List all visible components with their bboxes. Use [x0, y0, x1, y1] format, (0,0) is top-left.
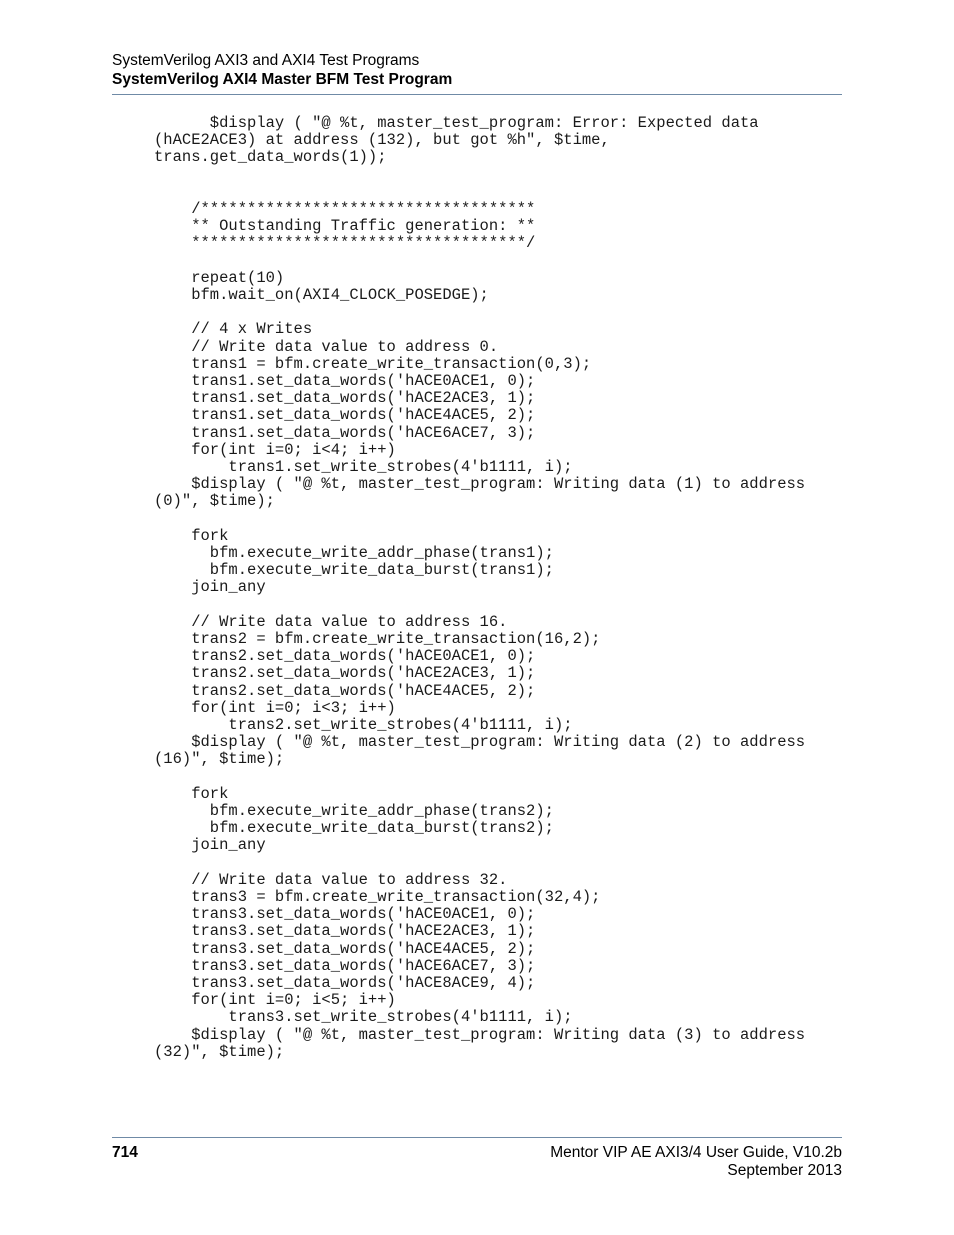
code-line [154, 855, 805, 872]
code-line: trans3 = bfm.create_write_transaction(32,4); [154, 888, 601, 907]
code-line: trans3.set_data_words('hACE0ACE1, 0); [154, 905, 536, 924]
footer-divider [112, 1137, 842, 1138]
header-divider [112, 94, 842, 95]
code-line: bfm.execute_write_data_burst(trans2); [154, 819, 554, 838]
code-line: bfm.execute_write_addr_phase(trans1); [154, 544, 554, 562]
code-line: trans1.set_data_words('hACE2ACE3, 1); [154, 389, 536, 408]
page-number: 714 [112, 1144, 138, 1161]
code-line: fork [154, 526, 229, 545]
code-line: trans1.set_data_words('hACE6ACE7, 3); [154, 423, 536, 442]
code-line: fork [154, 784, 229, 803]
code-line: trans2 = bfm.create_write_transaction(16,2); [154, 630, 601, 648]
code-line: trans3.set_data_words('hACE6ACE7, 3); [154, 956, 536, 975]
code-line [154, 597, 805, 614]
code-line: (hACE2ACE3) at address (132), but got %h", $time, [154, 131, 610, 150]
code-line: // Write data value to address 0. [154, 337, 499, 356]
code-line: for(int i=0; i<5; i++) [154, 991, 396, 1010]
code-line: ************************************/ [154, 234, 536, 253]
code-line: trans3.set_data_words('hACE4ACE5, 2); [154, 939, 536, 958]
code-line: $display ( "@ %t, master_test_program: Writing data (1) to address [154, 475, 806, 494]
code-line [154, 769, 805, 786]
code-line: trans3.set_data_words('hACE8ACE9, 4); [154, 974, 536, 993]
guide-title: Mentor VIP AE AXI3/4 User Guide, V10.2b [550, 1144, 842, 1161]
code-line: // Write data value to address 32. [154, 870, 508, 889]
footer-info [550, 1144, 842, 1180]
publication-date: September 2013 [727, 1162, 842, 1179]
code-line: bfm.execute_write_data_burst(trans1); [154, 561, 554, 580]
code-line: (0)", $time); [154, 492, 275, 511]
code-line: (32)", $time); [154, 1042, 285, 1061]
code-listing [154, 115, 805, 1061]
code-line [154, 253, 805, 270]
code-line: for(int i=0; i<4; i++) [154, 440, 396, 459]
code-line: trans.get_data_words(1)); [154, 148, 387, 167]
page-header [112, 51, 842, 89]
code-line [154, 304, 805, 321]
code-line: // Write data value to address 16. [154, 612, 508, 631]
code-line: $display ( "@ %t, master_test_program: Error: Expected data [154, 114, 759, 132]
section-title: SystemVerilog AXI4 Master BFM Test Program [112, 71, 453, 88]
code-line: trans2.set_data_words('hACE4ACE5, 2); [154, 681, 536, 700]
code-line: trans2.set_data_words('hACE2ACE3, 1); [154, 664, 536, 683]
code-line: /************************************ [154, 199, 536, 218]
code-line [154, 511, 805, 528]
code-line: // 4 x Writes [154, 320, 313, 339]
code-line: trans1.set_data_words('hACE0ACE1, 0); [154, 371, 536, 390]
code-line: trans1 = bfm.create_write_transaction(0,3); [154, 354, 592, 373]
code-line: trans1.set_data_words('hACE4ACE5, 2); [154, 406, 536, 425]
code-line: repeat(10) [154, 268, 285, 287]
code-line [154, 167, 805, 184]
code-line: trans2.set_write_strobes(4'b1111, i); [154, 716, 573, 735]
code-line: trans2.set_data_words('hACE0ACE1, 0); [154, 647, 536, 666]
code-line: bfm.wait_on(AXI4_CLOCK_POSEDGE); [154, 285, 489, 304]
code-line: for(int i=0; i<3; i++) [154, 698, 396, 717]
code-line: (16)", $time); [154, 750, 285, 769]
code-line [154, 184, 805, 201]
code-line: bfm.execute_write_addr_phase(trans2); [154, 802, 554, 821]
code-line: join_any [154, 578, 266, 597]
code-line: trans1.set_write_strobes(4'b1111, i); [154, 458, 573, 476]
code-line: $display ( "@ %t, master_test_program: Writing data (2) to address [154, 733, 806, 752]
chapter-title: SystemVerilog AXI3 and AXI4 Test Programs [112, 52, 420, 69]
code-line: trans3.set_data_words('hACE2ACE3, 1); [154, 922, 536, 941]
code-line: $display ( "@ %t, master_test_program: Writing data (3) to address [154, 1025, 806, 1044]
code-line: ** Outstanding Traffic generation: ** [154, 217, 536, 236]
code-line: trans3.set_write_strobes(4'b1111, i); [154, 1008, 573, 1027]
code-line: join_any [154, 836, 266, 855]
